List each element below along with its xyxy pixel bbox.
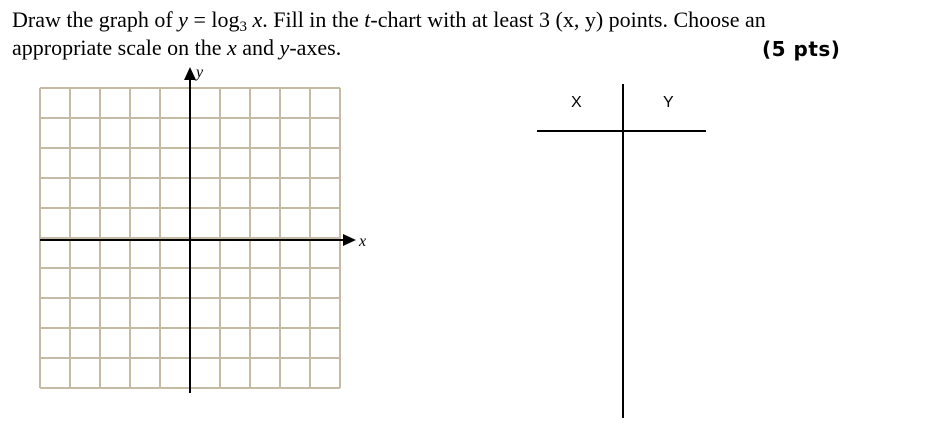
log-base: 3 [239,19,247,35]
question-text-segment: -chart with at least 3 (x, y) points. Choose an [370,7,766,32]
question-text-segment: -axes. [289,35,342,60]
math-variable-x: x [227,35,237,60]
question-text-segment: . Fill in the [262,7,365,32]
math-variable-t: t [364,7,371,32]
math-variable-y: y [178,7,188,32]
y-axis-label: y [196,64,204,81]
y-axis-arrow-icon [184,67,196,80]
math-variable-y: y [279,35,290,60]
question-text-segment: Draw the graph of [12,7,179,32]
tchart-y-header: Y [663,94,674,111]
tchart-x-header: X [571,94,582,111]
math-variable-x: x [252,7,263,32]
tchart-vertical-line [622,84,624,418]
y-axis [184,64,204,393]
x-axis-label: x [359,233,367,250]
x-axis [40,233,366,250]
x-axis-arrow-icon [343,234,356,246]
question-text-segment: appropriate scale on the [12,35,228,60]
question-text-segment: = log [187,7,240,32]
question-text-segment: and [236,35,280,60]
points-value: (5 pts) [762,37,841,61]
